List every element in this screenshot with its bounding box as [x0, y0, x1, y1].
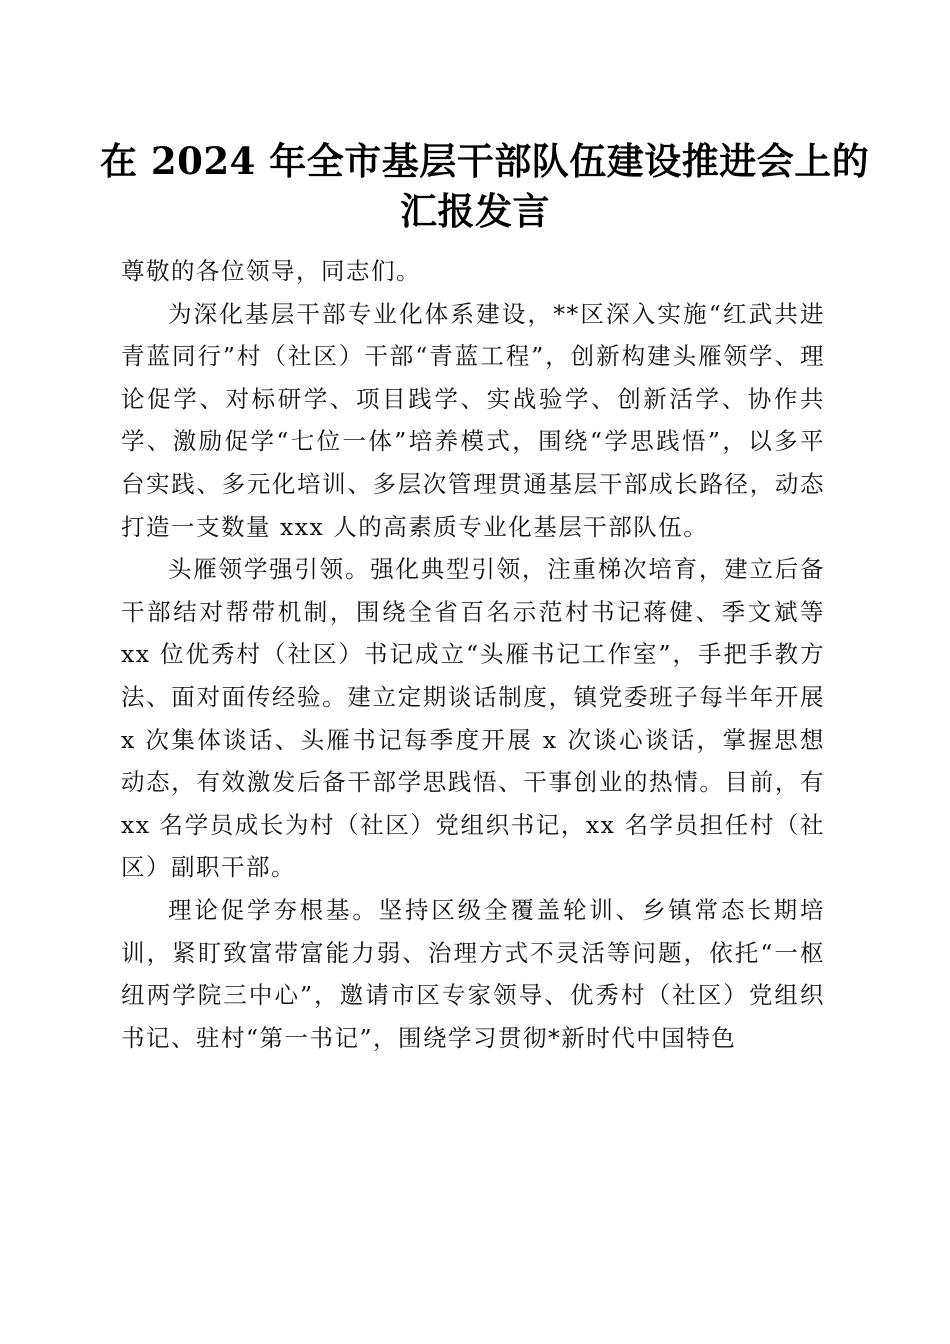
document-title	[100, 136, 870, 236]
greeting: 尊敬的各位领导，同志们。	[121, 257, 421, 285]
title-line-1: 在 2024 年全市基层干部队伍建设推进会上的	[100, 139, 870, 183]
paragraph-intro: 为深化基层干部专业化体系建设，**区深入实施“红武共进青蓝同行”村（社区）干部“青蓝工程”，创新构建头雁领学、理论促学、对标研学、项目践学、实战验学、创新活学、协作共学、激励促学“七位一体”培养模式，围绕“学思践悟”，以多平台实践、多元化培训、多层次管理贯通基层干部成长路径，动态打造一支数量 xxx 人的高素质专业化基层干部队伍。	[121, 299, 825, 541]
paragraph-theory: 理论促学夯根基。坚持区级全覆盖轮训、乡镇常态长期培训，紧盯致富带富能力弱、治理方式不灵活等问题，依托“一枢纽两学院三中心”，邀请市区专家领导、优秀村（社区）党组织书记、驻村“第一书记”，围绕学习贯彻*新时代中国特色	[121, 895, 825, 1052]
document-body	[121, 250, 825, 1059]
paragraph-leadership: 头雁领学强引领。强化典型引领，注重梯次培育，建立后备干部结对帮带机制，围绕全省百名示范村书记蒋健、季文斌等 xx 位优秀村（社区）书记成立“头雁书记工作室”，手把手教方法、面对面传经验。建立定期谈话制度，镇党委班子每半年开展 x 次集体谈话、头雁书记每季度开展 x 次谈心谈话，掌握思想动态，有效激发后备干部学思践悟、干事创业的热情。目前，有 xx 名学员成长为村（社区）党组织书记，xx 名学员担任村（社区）副职干部。	[121, 555, 825, 882]
title-line-2: 汇报发言	[400, 189, 550, 233]
